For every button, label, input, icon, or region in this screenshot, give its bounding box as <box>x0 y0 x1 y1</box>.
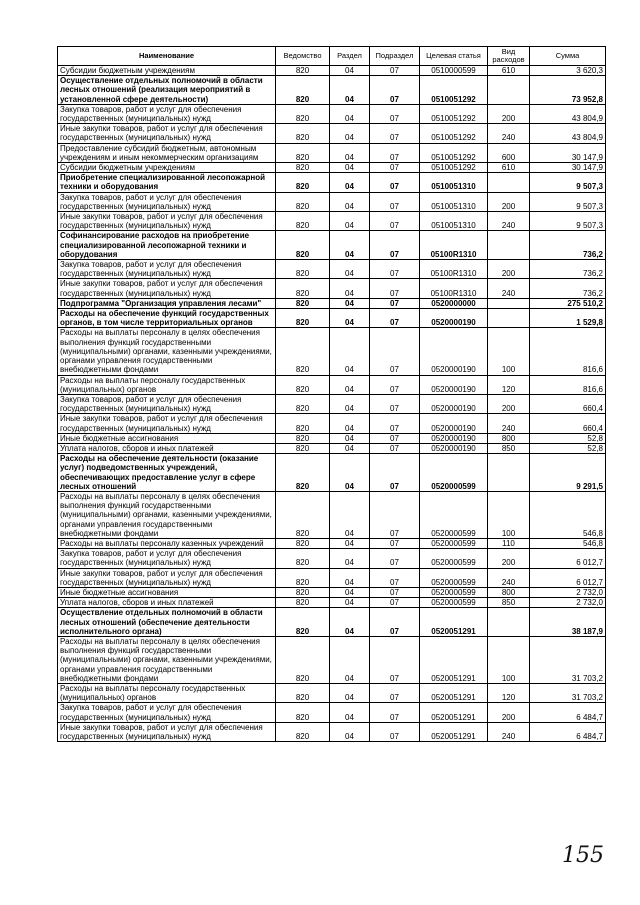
table-row <box>58 722 606 741</box>
header-section: Раздел <box>330 47 370 66</box>
cell-section: 04 <box>330 279 370 298</box>
cell-section: 04 <box>330 598 370 608</box>
cell-subsection: 07 <box>370 76 420 105</box>
header-subsection: Подраздел <box>370 47 420 66</box>
cell-department: 820 <box>276 684 330 703</box>
cell-target: 0520000190 <box>420 309 488 328</box>
cell-target: 0510051292 <box>420 124 488 143</box>
cell-target: 0520000190 <box>420 443 488 453</box>
cell-amount: 73 952,8 <box>530 76 606 105</box>
cell-amount: 6 484,7 <box>530 703 606 722</box>
table-row <box>58 549 606 568</box>
cell-amount: 816,6 <box>530 375 606 394</box>
cell-department: 820 <box>276 454 330 492</box>
cell-department: 820 <box>276 375 330 394</box>
cell-subsection: 07 <box>370 212 420 231</box>
cell-amount: 660,4 <box>530 414 606 433</box>
cell-subsection: 07 <box>370 549 420 568</box>
cell-section: 04 <box>330 328 370 375</box>
cell-target: 0520051291 <box>420 608 488 637</box>
cell-name: Предоставление субсидий бюджетным, автономным учреждениям и иным некоммерческим организациям <box>58 143 276 162</box>
cell-name: Расходы на выплаты персоналу государственных (муниципальных) органов <box>58 684 276 703</box>
cell-amount: 1 529,8 <box>530 309 606 328</box>
cell-amount: 38 187,9 <box>530 608 606 637</box>
cell-amount: 6 484,7 <box>530 722 606 741</box>
cell-expense-type: 850 <box>488 443 530 453</box>
cell-name: Иные закупки товаров, работ и услуг для обеспечения государственных (муниципальных) нужд <box>58 279 276 298</box>
cell-subsection: 07 <box>370 703 420 722</box>
cell-section: 04 <box>330 260 370 279</box>
table-row <box>58 163 606 173</box>
table-row <box>58 454 606 492</box>
table-row <box>58 66 606 76</box>
cell-target: 0520000599 <box>420 568 488 587</box>
cell-name: Уплата налогов, сборов и иных платежей <box>58 598 276 608</box>
cell-department: 820 <box>276 66 330 76</box>
cell-department: 820 <box>276 608 330 637</box>
cell-section: 04 <box>330 104 370 123</box>
cell-name: Осуществление отдельных полномочий в области лесных отношений (реализация мероприятий в установленной сфере деятельности) <box>58 76 276 105</box>
cell-target: 0520000599 <box>420 454 488 492</box>
table-row <box>58 608 606 637</box>
cell-target: 0510051292 <box>420 143 488 162</box>
cell-expense-type: 200 <box>488 394 530 413</box>
cell-department: 820 <box>276 192 330 211</box>
cell-amount: 9 291,5 <box>530 454 606 492</box>
cell-name: Расходы на выплаты персоналу в целях обеспечения выполнения функций государственными (муниципальными) органами, казенными учреждениями, органами управления государственными внебюджетными фондами <box>58 636 276 683</box>
cell-expense-type: 240 <box>488 124 530 143</box>
cell-expense-type <box>488 309 530 328</box>
cell-expense-type: 200 <box>488 260 530 279</box>
cell-amount: 52,8 <box>530 443 606 453</box>
cell-name: Иные бюджетные ассигнования <box>58 587 276 597</box>
cell-amount: 30 147,9 <box>530 143 606 162</box>
cell-subsection: 07 <box>370 66 420 76</box>
cell-amount: 9 507,3 <box>530 173 606 192</box>
cell-target: 0510051310 <box>420 192 488 211</box>
cell-amount: 9 507,3 <box>530 212 606 231</box>
cell-target: 0520051291 <box>420 703 488 722</box>
cell-name: Иные бюджетные ассигнования <box>58 433 276 443</box>
table-header-row <box>58 47 606 66</box>
cell-department: 820 <box>276 76 330 105</box>
cell-department: 820 <box>276 433 330 443</box>
cell-section: 04 <box>330 684 370 703</box>
cell-expense-type: 110 <box>488 538 530 548</box>
cell-name: Иные закупки товаров, работ и услуг для обеспечения государственных (муниципальных) нужд <box>58 722 276 741</box>
cell-expense-type <box>488 454 530 492</box>
cell-subsection: 07 <box>370 375 420 394</box>
cell-amount: 6 012,7 <box>530 568 606 587</box>
cell-name: Иные закупки товаров, работ и услуг для обеспечения государственных (муниципальных) нужд <box>58 124 276 143</box>
cell-section: 04 <box>330 143 370 162</box>
budget-table <box>57 46 606 742</box>
cell-target: 0520051291 <box>420 636 488 683</box>
cell-target: 0520000190 <box>420 414 488 433</box>
table-row <box>58 231 606 260</box>
cell-section: 04 <box>330 163 370 173</box>
cell-section: 04 <box>330 636 370 683</box>
cell-department: 820 <box>276 538 330 548</box>
cell-name: Закупка товаров, работ и услуг для обеспечения государственных (муниципальных) нужд <box>58 549 276 568</box>
cell-section: 04 <box>330 491 370 538</box>
cell-target: 0510051292 <box>420 104 488 123</box>
cell-section: 04 <box>330 568 370 587</box>
cell-target: 0520000599 <box>420 538 488 548</box>
cell-section: 04 <box>330 124 370 143</box>
cell-department: 820 <box>276 394 330 413</box>
cell-name: Иные закупки товаров, работ и услуг для обеспечения государственных (муниципальных) нужд <box>58 212 276 231</box>
cell-amount: 9 507,3 <box>530 192 606 211</box>
cell-name: Субсидии бюджетным учреждениям <box>58 66 276 76</box>
cell-subsection: 07 <box>370 279 420 298</box>
cell-section: 04 <box>330 394 370 413</box>
cell-target: 0520051291 <box>420 722 488 741</box>
cell-amount: 43 804,9 <box>530 104 606 123</box>
cell-expense-type: 200 <box>488 192 530 211</box>
cell-section: 04 <box>330 549 370 568</box>
cell-amount: 6 012,7 <box>530 549 606 568</box>
cell-expense-type: 800 <box>488 587 530 597</box>
cell-expense-type: 100 <box>488 328 530 375</box>
cell-amount: 43 804,9 <box>530 124 606 143</box>
table-row <box>58 328 606 375</box>
cell-name: Закупка товаров, работ и услуг для обеспечения государственных (муниципальных) нужд <box>58 192 276 211</box>
table-row <box>58 443 606 453</box>
table-row <box>58 491 606 538</box>
cell-section: 04 <box>330 414 370 433</box>
cell-subsection: 07 <box>370 328 420 375</box>
cell-subsection: 07 <box>370 433 420 443</box>
table-row <box>58 636 606 683</box>
cell-subsection: 07 <box>370 143 420 162</box>
page-number-text: 155 <box>562 843 604 868</box>
cell-department: 820 <box>276 124 330 143</box>
cell-name: Расходы на выплаты персоналу казенных учреждений <box>58 538 276 548</box>
cell-department: 820 <box>276 309 330 328</box>
table-row <box>58 212 606 231</box>
cell-department: 820 <box>276 491 330 538</box>
cell-section: 04 <box>330 538 370 548</box>
cell-amount: 816,6 <box>530 328 606 375</box>
cell-target: 0520000190 <box>420 394 488 413</box>
cell-subsection: 07 <box>370 309 420 328</box>
cell-section: 04 <box>330 173 370 192</box>
header-expense-type: Вид расходов <box>488 47 530 66</box>
cell-subsection: 07 <box>370 608 420 637</box>
cell-amount: 275 510,2 <box>530 298 606 308</box>
cell-amount: 52,8 <box>530 433 606 443</box>
cell-target: 0520000190 <box>420 328 488 375</box>
cell-subsection: 07 <box>370 260 420 279</box>
cell-amount: 30 147,9 <box>530 163 606 173</box>
cell-department: 820 <box>276 298 330 308</box>
cell-section: 04 <box>330 231 370 260</box>
cell-subsection: 07 <box>370 684 420 703</box>
header-target: Целевая статья <box>420 47 488 66</box>
cell-target: 0520000599 <box>420 587 488 597</box>
header-name: Наименование <box>58 47 276 66</box>
cell-expense-type: 800 <box>488 433 530 443</box>
cell-subsection: 07 <box>370 124 420 143</box>
cell-department: 820 <box>276 549 330 568</box>
cell-expense-type <box>488 231 530 260</box>
cell-department: 820 <box>276 104 330 123</box>
cell-subsection: 07 <box>370 636 420 683</box>
cell-target: 0520000599 <box>420 491 488 538</box>
cell-subsection: 07 <box>370 231 420 260</box>
table-row <box>58 298 606 308</box>
cell-expense-type: 610 <box>488 163 530 173</box>
cell-target: 05100R1310 <box>420 260 488 279</box>
cell-subsection: 07 <box>370 568 420 587</box>
cell-target: 0510051310 <box>420 212 488 231</box>
table-row <box>58 394 606 413</box>
cell-department: 820 <box>276 212 330 231</box>
cell-name: Расходы на выплаты персоналу в целях обеспечения выполнения функций государственными (муниципальными) органами, казенными учреждениями, органами управления государственными внебюджетными фондами <box>58 491 276 538</box>
cell-department: 820 <box>276 260 330 279</box>
cell-expense-type: 200 <box>488 549 530 568</box>
cell-department: 820 <box>276 328 330 375</box>
cell-name: Расходы на выплаты персоналу государственных (муниципальных) органов <box>58 375 276 394</box>
cell-amount: 2 732,0 <box>530 598 606 608</box>
cell-target: 0510051292 <box>420 163 488 173</box>
table-row <box>58 309 606 328</box>
cell-amount: 31 703,2 <box>530 636 606 683</box>
table-row <box>58 414 606 433</box>
cell-section: 04 <box>330 66 370 76</box>
table-row <box>58 76 606 105</box>
cell-name: Закупка товаров, работ и услуг для обеспечения государственных (муниципальных) нужд <box>58 703 276 722</box>
cell-subsection: 07 <box>370 104 420 123</box>
table-row <box>58 375 606 394</box>
cell-department: 820 <box>276 414 330 433</box>
cell-section: 04 <box>330 722 370 741</box>
cell-amount: 31 703,2 <box>530 684 606 703</box>
cell-department: 820 <box>276 587 330 597</box>
cell-subsection: 07 <box>370 454 420 492</box>
cell-name: Уплата налогов, сборов и иных платежей <box>58 443 276 453</box>
cell-department: 820 <box>276 143 330 162</box>
cell-department: 820 <box>276 636 330 683</box>
table-row <box>58 173 606 192</box>
cell-name: Расходы на выплаты персоналу в целях обеспечения выполнения функций государственными (муниципальными) органами, казенными учреждениями, органами управления государственными внебюджетными фондами <box>58 328 276 375</box>
cell-name: Расходы на обеспечение деятельности (оказание услуг) подведомственных учреждений, обеспечивающих предоставление услуг в сфере лесных отношений <box>58 454 276 492</box>
cell-section: 04 <box>330 212 370 231</box>
table-row <box>58 433 606 443</box>
cell-subsection: 07 <box>370 538 420 548</box>
cell-subsection: 07 <box>370 722 420 741</box>
table-body <box>58 66 606 742</box>
cell-target: 0520000190 <box>420 433 488 443</box>
cell-department: 820 <box>276 163 330 173</box>
cell-section: 04 <box>330 703 370 722</box>
table-row <box>58 260 606 279</box>
cell-name: Софинансирование расходов на приобретение специализированной лесопожарной техники и оборудования <box>58 231 276 260</box>
cell-department: 820 <box>276 443 330 453</box>
cell-target: 0510000599 <box>420 66 488 76</box>
table-row <box>58 598 606 608</box>
cell-subsection: 07 <box>370 443 420 453</box>
cell-amount: 736,2 <box>530 279 606 298</box>
cell-subsection: 07 <box>370 394 420 413</box>
cell-section: 04 <box>330 298 370 308</box>
cell-name: Расходы на обеспечение функций государственных органов, в том числе территориальных органов <box>58 309 276 328</box>
cell-expense-type: 100 <box>488 636 530 683</box>
cell-expense-type <box>488 298 530 308</box>
cell-department: 820 <box>276 703 330 722</box>
cell-section: 04 <box>330 443 370 453</box>
table-row <box>58 124 606 143</box>
cell-expense-type: 240 <box>488 568 530 587</box>
cell-name: Иные закупки товаров, работ и услуг для обеспечения государственных (муниципальных) нужд <box>58 568 276 587</box>
cell-name: Подпрограмма "Организация управления лесами" <box>58 298 276 308</box>
cell-department: 820 <box>276 598 330 608</box>
cell-section: 04 <box>330 375 370 394</box>
cell-subsection: 07 <box>370 587 420 597</box>
cell-target: 05100R1310 <box>420 231 488 260</box>
cell-section: 04 <box>330 76 370 105</box>
cell-amount: 3 620,3 <box>530 66 606 76</box>
cell-section: 04 <box>330 587 370 597</box>
cell-expense-type: 240 <box>488 414 530 433</box>
cell-section: 04 <box>330 433 370 443</box>
table-row <box>58 684 606 703</box>
cell-subsection: 07 <box>370 491 420 538</box>
header-amount: Сумма <box>530 47 606 66</box>
table-row <box>58 568 606 587</box>
cell-target: 0510051310 <box>420 173 488 192</box>
cell-section: 04 <box>330 192 370 211</box>
cell-target: 0520000599 <box>420 598 488 608</box>
cell-target: 0520051291 <box>420 684 488 703</box>
cell-subsection: 07 <box>370 298 420 308</box>
cell-expense-type <box>488 173 530 192</box>
cell-subsection: 07 <box>370 414 420 433</box>
cell-expense-type: 120 <box>488 375 530 394</box>
cell-name: Иные закупки товаров, работ и услуг для обеспечения государственных (муниципальных) нужд <box>58 414 276 433</box>
cell-name: Субсидии бюджетным учреждениям <box>58 163 276 173</box>
cell-department: 820 <box>276 231 330 260</box>
table-row <box>58 279 606 298</box>
cell-expense-type: 610 <box>488 66 530 76</box>
cell-target: 0510051292 <box>420 76 488 105</box>
cell-department: 820 <box>276 568 330 587</box>
page-number <box>560 842 606 868</box>
cell-expense-type: 200 <box>488 104 530 123</box>
cell-name: Закупка товаров, работ и услуг для обеспечения государственных (муниципальных) нужд <box>58 104 276 123</box>
cell-name: Осуществление отдельных полномочий в области лесных отношений (обеспечение деятельности исполнительного органа) <box>58 608 276 637</box>
cell-section: 04 <box>330 608 370 637</box>
table-row <box>58 192 606 211</box>
cell-section: 04 <box>330 454 370 492</box>
cell-amount: 546,8 <box>530 538 606 548</box>
cell-target: 05100R1310 <box>420 279 488 298</box>
cell-name: Закупка товаров, работ и услуг для обеспечения государственных (муниципальных) нужд <box>58 260 276 279</box>
cell-subsection: 07 <box>370 163 420 173</box>
cell-expense-type: 120 <box>488 684 530 703</box>
cell-expense-type: 100 <box>488 491 530 538</box>
cell-amount: 736,2 <box>530 231 606 260</box>
cell-expense-type: 850 <box>488 598 530 608</box>
cell-target: 0520000599 <box>420 549 488 568</box>
cell-amount: 660,4 <box>530 394 606 413</box>
cell-expense-type: 240 <box>488 722 530 741</box>
cell-subsection: 07 <box>370 173 420 192</box>
table-row <box>58 538 606 548</box>
cell-department: 820 <box>276 173 330 192</box>
cell-expense-type: 240 <box>488 212 530 231</box>
cell-department: 820 <box>276 722 330 741</box>
cell-expense-type: 240 <box>488 279 530 298</box>
cell-section: 04 <box>330 309 370 328</box>
cell-amount: 736,2 <box>530 260 606 279</box>
table-row <box>58 104 606 123</box>
table-row <box>58 587 606 597</box>
cell-target: 0520000000 <box>420 298 488 308</box>
cell-name: Приобретение специализированной лесопожарной техники и оборудования <box>58 173 276 192</box>
cell-expense-type: 200 <box>488 703 530 722</box>
cell-subsection: 07 <box>370 192 420 211</box>
cell-department: 820 <box>276 279 330 298</box>
header-department: Ведомство <box>276 47 330 66</box>
table-row <box>58 143 606 162</box>
cell-expense-type: 600 <box>488 143 530 162</box>
cell-amount: 2 732,0 <box>530 587 606 597</box>
cell-target: 0520000190 <box>420 375 488 394</box>
cell-expense-type <box>488 608 530 637</box>
cell-amount: 546,8 <box>530 491 606 538</box>
cell-name: Закупка товаров, работ и услуг для обеспечения государственных (муниципальных) нужд <box>58 394 276 413</box>
cell-subsection: 07 <box>370 598 420 608</box>
cell-expense-type <box>488 76 530 105</box>
table-row <box>58 703 606 722</box>
